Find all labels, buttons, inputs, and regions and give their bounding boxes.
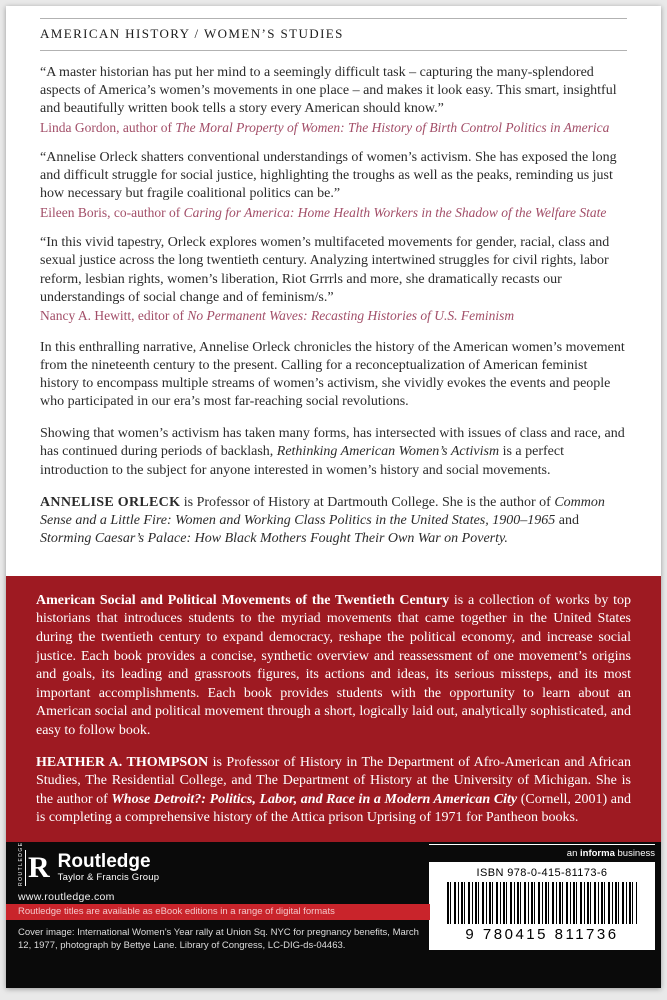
series-text: is a collection of works by top historians that introduces students to the myriad movements that came together in the United States during the twentieth century to expand democracy, reshape the political economy, and increase social justice. Each book provides a concise, synthetic overview and reassessment of one movement’s origins and goals, its leading and grassroots figures, its actions and ideas, its serious missteps, and its most important accomplishments. Each book provides students with the opportunity to learn about an American social and political movement through a short, logically laid out, analytically sophisticated, and easy to follow book. xyxy=(36,592,631,738)
review-attribution xyxy=(40,307,627,325)
editor-bio-text: (Cornell, 2001) and is completing a comprehensive history of the Attica prison Uprising of 1971 for Pantheon books. xyxy=(36,791,632,826)
series-editor-bio xyxy=(36,754,631,828)
description-text: is a perfect introduction to the subject for anyone interested in women’s history and social movements. xyxy=(40,444,564,478)
reviewer-work-title: Caring for America: Home Health Workers in the Shadow of the Welfare State xyxy=(183,204,607,220)
book-title-inline: Rethinking American Women’s Activism xyxy=(276,444,500,460)
reviews-section xyxy=(6,6,661,576)
barcode-digits: 9 780415 811736 xyxy=(465,926,619,943)
publisher-wordmark xyxy=(58,852,160,884)
isbn-label: ISBN 978-0-415-81173-6 xyxy=(476,867,608,879)
publisher-name: Routledge xyxy=(57,851,151,872)
review-attribution xyxy=(40,204,627,222)
review-blurb xyxy=(40,149,627,221)
author-bio-text: is Professor of History at Dartmouth College. She is the author of xyxy=(180,494,555,510)
isbn-barcode-box xyxy=(429,862,655,950)
reviewer-name: Nancy A. Hewitt, editor of xyxy=(40,307,188,323)
book-back-cover xyxy=(6,6,661,988)
review-attribution xyxy=(40,119,627,137)
editor-work-title: Whose Detroit?: Politics, Labor, and Race in a Modern American City xyxy=(111,791,518,807)
routledge-logo-vertical-text: ROUTLEDGE xyxy=(18,841,24,886)
routledge-logo-icon xyxy=(18,841,50,886)
informa-brand: informa xyxy=(580,848,615,859)
review-blurb xyxy=(40,234,627,324)
review-quote: “Annelise Orleck shatters conventional understandings of women’s activism. She has exposed the long and difficult struggle for social justice, highlighting the troughs as well as the peaks, reminding us just how necessary but fragile coalitional politics can be.” xyxy=(40,150,617,202)
review-quote: “In this vivid tapestry, Orleck explores women’s multifaceted movements for gender, racial, class and sexual justice across the long twentieth century. Analyzing intertwined struggles for civil rights, labor reform, lesbian rights, women’s liberation, Riot Grrrls and more, she dramatically recasts our understandings of social change and of feminism/s.” xyxy=(40,235,610,305)
series-panel xyxy=(6,576,661,842)
author-work-title: Storming Caesar’s Palace: How Black Mothers Fought Their Own War on Poverty. xyxy=(40,531,508,547)
review-quote: “A master historian has put her mind to a seemingly difficult task – capturing the many-splendored aspects of America’s women’s movements in one place – and makes it look easy. This smart, insightful and beautifully written book tells a story every American should know.” xyxy=(40,65,617,117)
informa-text: business xyxy=(614,848,655,859)
description-text: Showing that women’s activism has taken many forms, has intersected with issues of class and race, and has continued during periods of backlash, xyxy=(40,426,625,460)
reviewer-work-title: The Moral Property of Women: The History of Birth Control Politics in America xyxy=(175,119,610,135)
author-work-title: Common Sense and a Little Fire: Women and Working Class Politics in the United States, 1900–1965 xyxy=(40,494,605,529)
cover-image-credit: Cover image: International Women’s Year rally at Union Sq. NYC for pregnancy benefits, March 12, 1977, photograph by Bettye Lane. Library of Congress, LC-DIG-ds-04463. xyxy=(18,927,419,951)
reviewer-name: Linda Gordon, author of xyxy=(40,119,176,135)
reviewer-name: Eileen Boris, co-author of xyxy=(40,204,184,220)
publisher-logo-block xyxy=(18,841,160,886)
reviewer-work-title: No Permanent Waves: Recasting Histories of U.S. Feminism xyxy=(187,307,515,323)
review-blurb xyxy=(40,64,627,136)
informa-business-label xyxy=(429,844,655,859)
routledge-logo-letter: R xyxy=(28,851,50,884)
series-description xyxy=(36,592,631,741)
author-name: ANNELISE ORLECK xyxy=(40,494,181,510)
category-header: AMERICAN HISTORY / WOMEN’S STUDIES xyxy=(40,26,344,41)
author-bio-text: and xyxy=(555,513,579,529)
informa-text: an xyxy=(566,848,581,859)
description-paragraph-1: In this enthralling narrative, Annelise Orleck chronicles the history of the American women’s movement from the nineteenth century to the present. Calling for a reconceptualization of American feminist history to encompass multiple streams of women’s activism, she vividly evokes the events and people who participated in our era’s most far-reaching social revolutions. xyxy=(40,339,625,410)
editor-name: HEATHER A. THOMPSON xyxy=(36,754,209,770)
series-title: American Social and Political Movements of the Twentieth Century xyxy=(36,592,450,608)
publisher-website: www.routledge.com xyxy=(18,891,115,903)
publisher-tagline: Taylor & Francis Group xyxy=(57,872,160,883)
ebook-availability-notice: Routledge titles are available as eBook editions in a range of digital formats xyxy=(6,904,430,920)
author-bio xyxy=(40,494,627,549)
editor-bio-text: is Professor of History in The Department of Afro-American and African Studies, The Residential College, and The Department of History at the University of Michigan. She is the author of xyxy=(36,754,631,807)
divider-rule-bottom xyxy=(40,50,627,51)
barcode-icon xyxy=(447,882,637,924)
publisher-footer xyxy=(6,842,661,988)
description-paragraph-2 xyxy=(40,425,627,480)
